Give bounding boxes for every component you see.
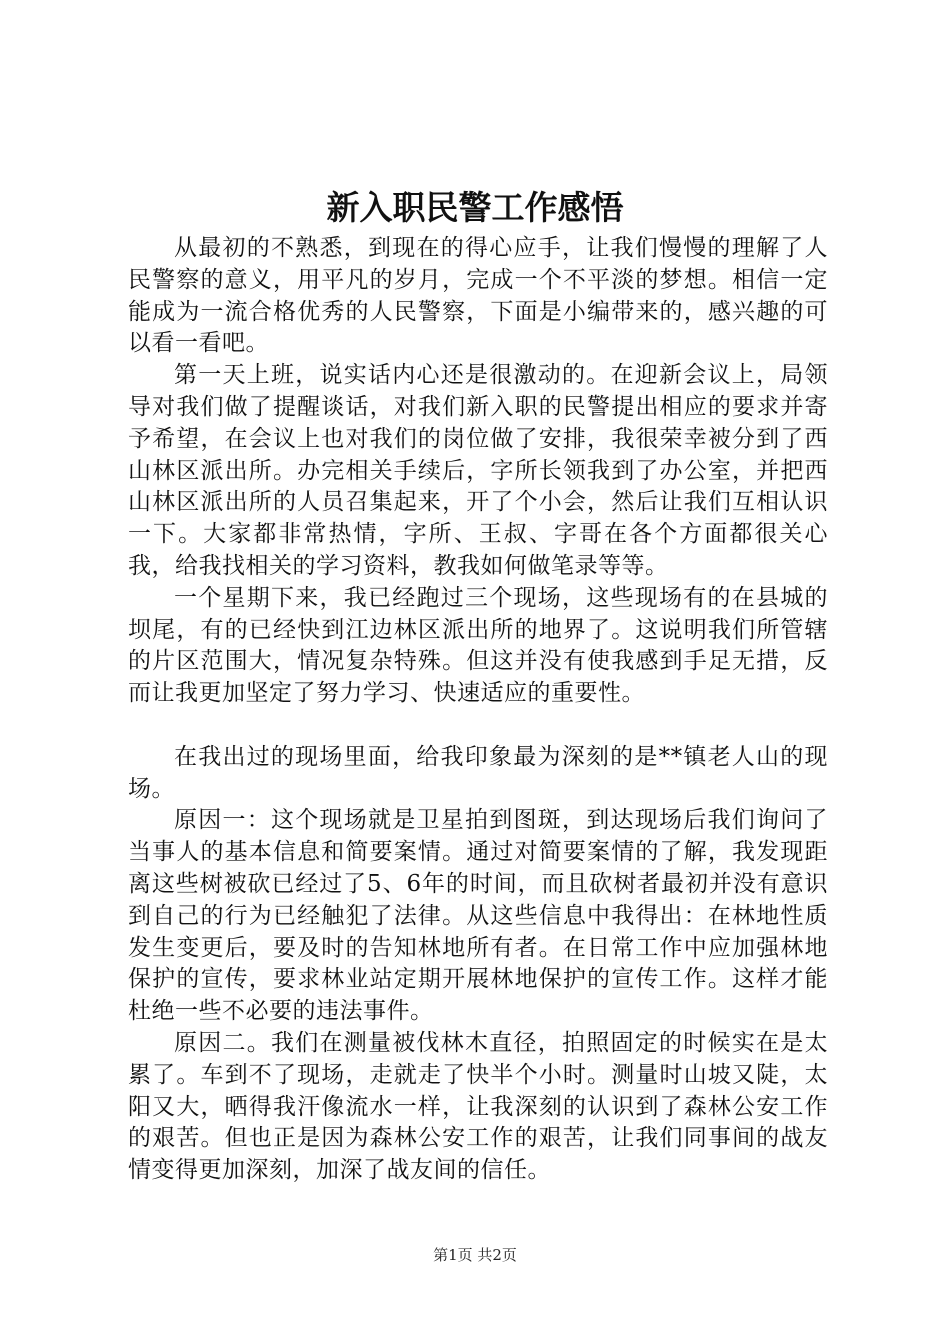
paragraph-first-day: 第一天上班，说实话内心还是很激动的。在迎新会议上，局领导对我们做了提醒谈话，对我们新入职的民警提出相应的要求并寄予希望，在会议上也对我们的岗位做了安排，我很荣幸被分到了西山林区派出所。办完相关手续后，字所长领我到了办公室，并把西山林区派出所的人员召集起来，开了个小会，然后让我们互相认识一下。大家都非常热情，字所、王叔、字哥在各个方面都很关心我，给我找相关的学习资料，教我如何做笔录等等。 <box>128 362 828 579</box>
paragraph-reason-two: 原因二。我们在测量被伐林木直径，拍照固定的时候实在是太累了。车到不了现场，走就走了快半个小时。测量时山坡又陡，太阳又大，晒得我汗像流水一样，让我深刻的认识到了森林公安工作的艰苦。但也正是因为森林公安工作的艰苦，让我们同事间的战友情变得更加深刻，加深了战友间的信任。 <box>128 1029 828 1184</box>
page-number-footer: 第1页 共2页 <box>433 1246 517 1264</box>
paragraph-spacer <box>128 710 828 742</box>
document-body <box>128 233 828 1187</box>
paragraph-memorable-scene: 在我出过的现场里面，给我印象最为深刻的是**镇老人山的现场。 <box>128 743 828 802</box>
paragraph-reason-one: 原因一：这个现场就是卫星拍到图斑，到达现场后我们询问了当事人的基本信息和简要案情。通过对简要案情的了解，我发现距离这些树被砍已经过了5、6年的时间，而且砍树者最初并没有意识到自己的行为已经触犯了法律。从这些信息中我得出：在林地性质发生变更后，要及时的告知林地所有者。在日常工作中应加强林地保护的宣传，要求林业站定期开展林地保护的宣传工作。这样才能杜绝一些不必要的违法事件。 <box>128 807 828 1025</box>
paragraph-first-week: 一个星期下来，我已经跑过三个现场，这些现场有的在县城的坝尾，有的已经快到江边林区派出所的地界了。这说明我们所管辖的片区范围大，情况复杂特殊。但这并没有使我感到手足无措，反而让我更加坚定了努力学习、快速适应的重要性。 <box>128 584 828 707</box>
paragraph-intro: 从最初的不熟悉，到现在的得心应手，让我们慢慢的理解了人民警察的意义，用平凡的岁月，完成一个不平淡的梦想。相信一定能成为一流合格优秀的人民警察，下面是小编带来的，感兴趣的可以看一看吧。 <box>128 235 828 357</box>
document-title: 新入职民警工作感悟 <box>326 188 624 227</box>
